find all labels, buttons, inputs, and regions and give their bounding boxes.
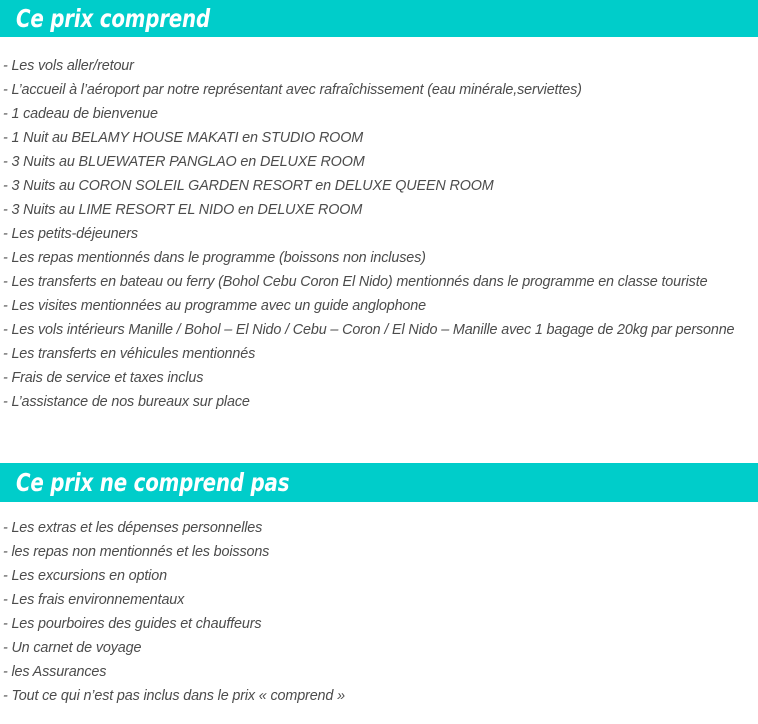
- list-item: - Les excursions en option: [2, 568, 167, 584]
- section-title-included: Ce prix comprend: [16, 4, 210, 33]
- spacer: [0, 37, 758, 54]
- list-item: - Les frais environnementaux: [2, 592, 185, 608]
- section-header-included: [0, 0, 758, 37]
- list-item: - Les petits-déjeuners: [2, 226, 138, 242]
- list-item: - Les pourboires des guides et chauffeurs: [2, 616, 262, 632]
- list-item: - 3 Nuits au CORON SOLEIL GARDEN RESORT en DELUXE QUEEN ROOM: [2, 178, 494, 194]
- section-title-not-included: Ce prix ne comprend pas: [16, 468, 290, 497]
- list-item: - L’assistance de nos bureaux sur place: [2, 394, 250, 410]
- list-item: - 3 Nuits au LIME RESORT EL NIDO en DELUXE ROOM: [2, 202, 363, 218]
- section-header-not-included: [0, 463, 758, 502]
- list-item: - Les transferts en véhicules mentionnés: [2, 346, 256, 362]
- included-list: [0, 54, 758, 414]
- list-item: - Les vols aller/retour: [2, 58, 134, 74]
- list-item: - L’accueil à l’aéroport par notre représentant avec rafraîchissement (eau minérale,serviettes): [2, 82, 582, 98]
- list-item: - Les extras et les dépenses personnelles: [2, 520, 263, 536]
- list-item: - 1 cadeau de bienvenue: [2, 106, 158, 122]
- spacer: [0, 502, 758, 516]
- list-item: - Les visites mentionnées au programme avec un guide anglophone: [2, 298, 426, 314]
- list-item: - 3 Nuits au BLUEWATER PANGLAO en DELUXE ROOM: [2, 154, 365, 170]
- list-item: - Frais de service et taxes inclus: [2, 370, 204, 386]
- list-item: - Tout ce qui n’est pas inclus dans le prix « comprend »: [2, 688, 345, 704]
- list-item: - 1 Nuit au BELAMY HOUSE MAKATI en STUDIO ROOM: [2, 130, 364, 146]
- section-not-included: [0, 463, 758, 708]
- list-item: - Les vols intérieurs Manille / Bohol – El Nido / Cebu – Coron / El Nido – Manille avec 1 bagage de 20kg par personne: [2, 322, 735, 338]
- list-item: - Les repas mentionnés dans le programme (boissons non incluses): [2, 250, 426, 266]
- list-item: - les repas non mentionnés et les boissons: [2, 544, 270, 560]
- list-item: - Un carnet de voyage: [2, 640, 142, 656]
- section-gap: [0, 414, 758, 463]
- list-item: - Les transferts en bateau ou ferry (Bohol Cebu Coron El Nido) mentionnés dans le programme en classe touriste: [2, 274, 708, 290]
- list-item: - les Assurances: [2, 664, 107, 680]
- not-included-list: [0, 516, 758, 708]
